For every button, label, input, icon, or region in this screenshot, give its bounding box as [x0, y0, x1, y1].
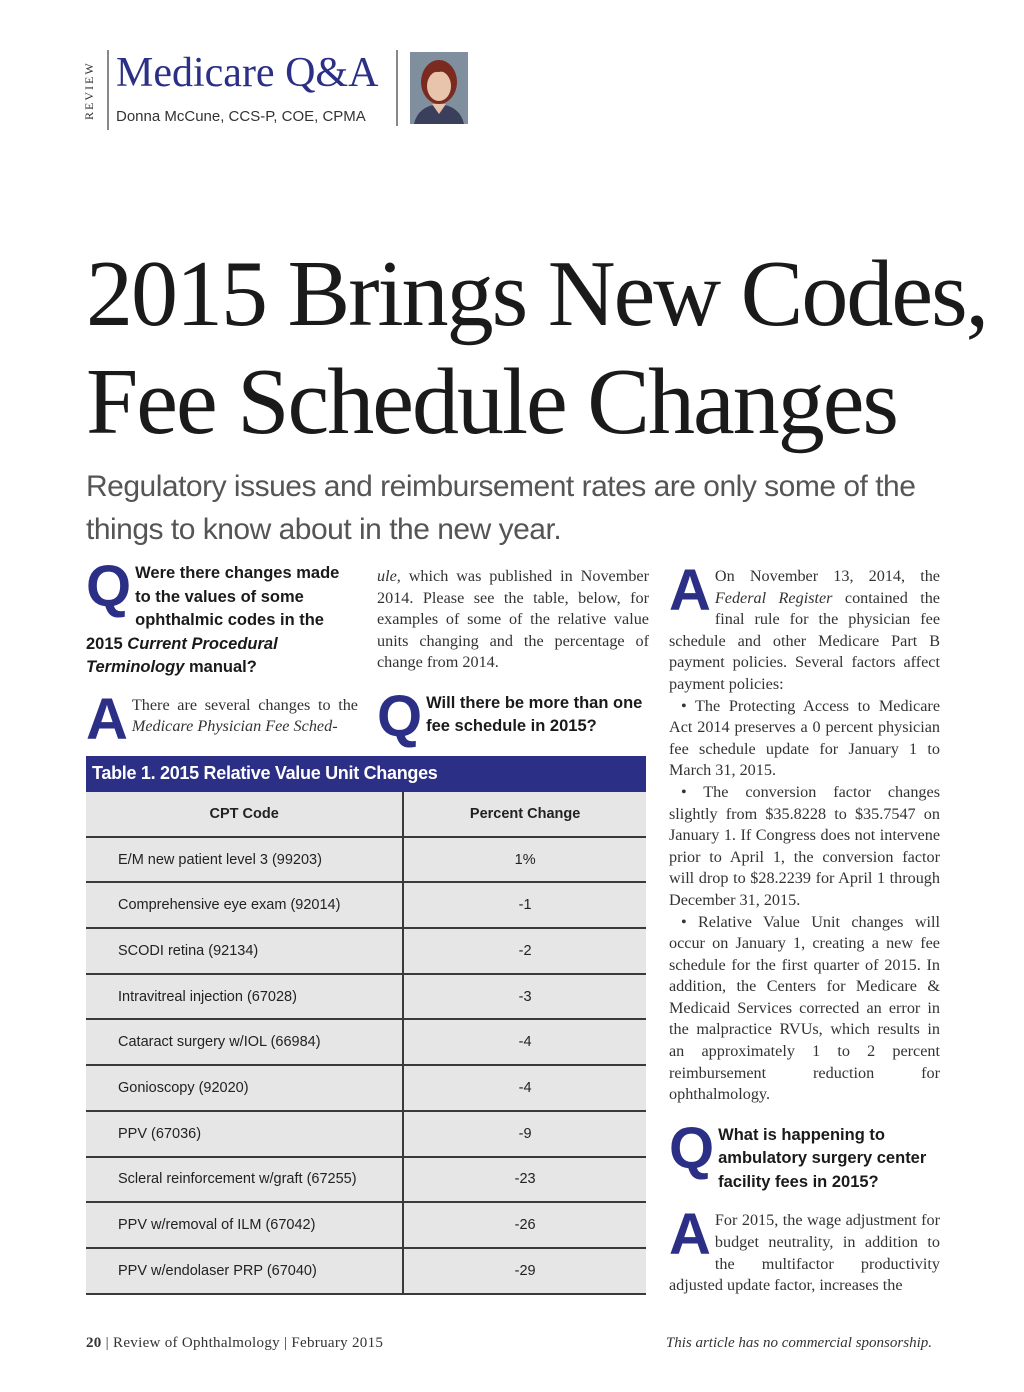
table-row — [86, 837, 646, 883]
author-byline: Donna McCune, CCS-P, COE, CPMA — [116, 108, 366, 125]
answer-1-italic: Medicare Physician Fee Sched- — [131, 717, 338, 736]
table-row — [86, 974, 646, 1020]
page-number: 20 — [86, 1335, 102, 1351]
headline — [86, 240, 986, 456]
table-row — [86, 882, 646, 928]
publication-name: Review of Ophthalmology — [113, 1335, 280, 1351]
table-row — [86, 1248, 646, 1294]
answer-2-italic: Federal Register — [714, 588, 833, 607]
answer-1-cont-text: , which was published in November 2014. Please see the table, below, for examples of some of the relative value units changing and the percentage of change from 2014. — [377, 567, 649, 672]
header-divider-right — [396, 50, 398, 126]
question-1 — [86, 554, 358, 680]
col-header-percent-change: Percent Change — [403, 792, 646, 837]
answer-3 — [669, 1202, 940, 1296]
answer-2-text: On November 13, 2014, the — [714, 567, 940, 585]
headline-line-2: Fee Schedule Changes — [86, 350, 898, 454]
question-1-text: Were there changes made to the values of some ophthalmic codes in the 2015 — [86, 564, 340, 653]
cpt-code-cell: PPV w/removal of ILM (67042) — [86, 1202, 403, 1248]
header-divider-left — [107, 50, 109, 130]
question-3 — [669, 1115, 940, 1195]
answer-1-text: There are several changes to the — [131, 695, 358, 714]
cpt-code-cell: Gonioscopy (92020) — [86, 1065, 403, 1111]
cpt-code-cell: Cataract surgery w/IOL (66984) — [86, 1019, 403, 1065]
cpt-code-cell: Scleral reinforcement w/graft (67255) — [86, 1157, 403, 1203]
percent-change-cell: -29 — [403, 1248, 646, 1294]
question-1-text-end: manual? — [184, 658, 257, 676]
cpt-code-cell: Intravitreal injection (67028) — [86, 974, 403, 1020]
a-dropcap: A — [669, 558, 711, 623]
table-row — [86, 1202, 646, 1248]
answer-1-continued — [377, 566, 649, 674]
section-tag: REVIEW — [82, 61, 96, 121]
deck: Regulatory issues and reimbursement rates are only some of the things to know about in the new year. — [86, 470, 916, 546]
column-1 — [86, 554, 358, 752]
percent-change-cell: -3 — [403, 974, 646, 1020]
rvu-table — [86, 792, 646, 1295]
table-row — [86, 1019, 646, 1065]
issue-date: February 2015 — [291, 1335, 384, 1351]
question-2 — [377, 683, 649, 749]
table-header-row — [86, 792, 646, 837]
bullet-2: • The conversion factor changes slightly from $35.8228 to $35.7547 on January 1. If Congress does not intervene prior to April 1, the conversion factor will drop to $28.2239 for April 1 through December 31, 2015. — [669, 782, 940, 909]
percent-change-cell: 1% — [403, 837, 646, 883]
percent-change-cell: -9 — [403, 1111, 646, 1157]
question-1-italic: Current Procedural Terminology — [86, 634, 278, 676]
percent-change-cell: -4 — [403, 1019, 646, 1065]
cpt-code-cell: PPV (67036) — [86, 1111, 403, 1157]
cpt-code-cell: PPV w/endolaser PRP (67040) — [86, 1248, 403, 1294]
percent-change-cell: -2 — [403, 928, 646, 974]
percent-change-cell: -4 — [403, 1065, 646, 1111]
answer-2-text-end: contained the final rule for the physician fee schedule and other Medicare Part B payment policies. Several factors affect payment policies: — [669, 588, 940, 693]
percent-change-cell: -26 — [403, 1202, 646, 1248]
col-header-cpt-code: CPT Code — [86, 792, 403, 837]
column-2 — [377, 566, 649, 749]
table-row — [86, 928, 646, 974]
table-row — [86, 1065, 646, 1111]
table-title: Table 1. 2015 Relative Value Unit Changes — [86, 756, 646, 790]
question-3-text: What is happening to ambulatory surgery center facility fees in 2015? — [718, 1125, 927, 1191]
bullet-1: • The Protecting Access to Medicare Act 2014 preserves a 0 percent physician fee schedule update for January 1 to March 31, 2015. — [669, 696, 940, 780]
cpt-code-cell: SCODI retina (92134) — [86, 928, 403, 974]
percent-change-cell: -1 — [403, 882, 646, 928]
footer-separator: | — [105, 1335, 109, 1351]
headline-line-1: 2015 Brings New Codes, — [86, 242, 988, 346]
answer-1-cont-italic: ule — [377, 567, 397, 585]
answer-3-text: For 2015, the wage adjustment for budget neutrality, in addition to the multifactor productivity adjusted update factor, increases the — [669, 1211, 940, 1295]
a-dropcap: A — [669, 1202, 711, 1268]
q-dropcap: Q — [86, 554, 132, 619]
footer-separator: | — [284, 1335, 288, 1351]
footer-folio — [86, 1335, 383, 1352]
sponsorship-disclaimer: This article has no commercial sponsorship. — [665, 1335, 932, 1351]
question-2-text: Will there be more than one fee schedule in 2015? — [426, 693, 643, 736]
series-title: Medicare Q&A — [116, 50, 379, 96]
cpt-code-cell: E/M new patient level 3 (99203) — [86, 837, 403, 883]
answer-1 — [86, 686, 358, 752]
answer-2 — [669, 558, 940, 696]
percent-change-cell: -23 — [403, 1157, 646, 1203]
q-dropcap: Q — [377, 683, 423, 749]
q-dropcap: Q — [669, 1115, 715, 1181]
a-dropcap: A — [86, 686, 128, 752]
bullet-3: • Relative Value Unit changes will occur on January 1, creating a new fee schedule for the first quarter of 2015. In addition, the Centers for Medicare & Medicaid Services corrected an error in the malpractice RVUs, which results in an approximately 1 to 2 percent reimbursement reduction for ophthalmology. — [669, 912, 940, 1104]
table-row — [86, 1111, 646, 1157]
cpt-code-cell: Comprehensive eye exam (92014) — [86, 882, 403, 928]
column-3 — [669, 558, 940, 1297]
table-title-wedge — [636, 756, 646, 790]
table-row — [86, 1157, 646, 1203]
author-photo — [410, 52, 468, 124]
